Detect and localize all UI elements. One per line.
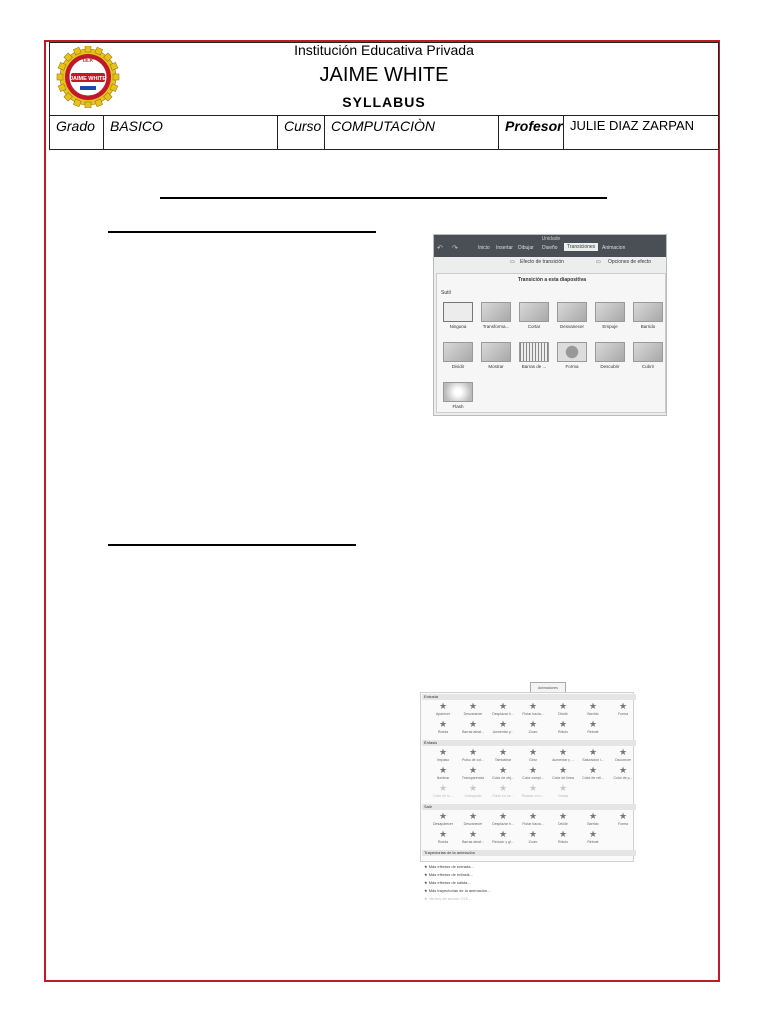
star-icon[interactable]: ★ [528,719,538,729]
transition-thumbnail[interactable] [443,302,473,322]
redo-icon[interactable]: ↷ [452,245,458,252]
transition-gallery [436,273,666,413]
animation-section-header: Énfasis [422,740,636,746]
transition-label: Ninguna [449,324,467,329]
star-icon[interactable]: ★ [468,747,478,757]
ribbon-tab[interactable]: Insertar [496,245,513,251]
grade-value: BASICO [104,116,278,149]
animation-section-header: Salir [422,804,636,810]
info-row [49,115,719,150]
star-icon[interactable]: ★ [618,747,628,757]
transition-label: Empuje [602,324,618,329]
animation-label: Desplazar h... [492,712,514,716]
animations-screenshot [420,682,636,902]
animation-label: Aparecer [435,712,451,716]
animation-label: Forma [617,712,629,716]
animation-label: Barrido [587,712,599,716]
animation-label: Zoom [528,840,538,844]
animation-label: Flash en ne... [492,794,514,798]
section-rule-2 [108,544,356,546]
star-icon[interactable]: ★ [438,811,448,821]
title-rule [160,197,607,199]
ribbon-bar [434,235,667,257]
logo-abbrev: I.E.P. [82,58,94,63]
animation-label: Flotar hacia... [522,822,544,826]
animation-label: Iluminar [436,776,450,780]
animation-label: Barrido [587,822,599,826]
star-icon[interactable]: ★ [468,719,478,729]
animation-label: Saturación i... [582,758,604,762]
animation-label: Subrayado [464,794,482,798]
animation-label: Realzar en n... [521,794,545,798]
transition-thumbnail[interactable] [519,302,549,322]
animation-label: Rebote [587,840,599,844]
star-icon[interactable]: ★ [528,765,538,775]
teacher-value: JULIE DIAZ ZARPAN [570,118,695,133]
section-rule-1 [108,231,376,233]
animation-label: Oscurecer [614,758,632,762]
star-icon[interactable]: ★ [528,829,538,839]
star-icon[interactable]: ★ [588,701,598,711]
star-icon[interactable]: ★ [558,811,568,821]
effect-options-button[interactable]: Opciones de efecto [608,259,652,265]
animation-label: Color de fu... [432,794,454,798]
animation-label: Pulso de col... [462,758,484,762]
transition-thumbnail[interactable] [557,302,587,322]
document-title: SYLLABUS [342,94,426,110]
star-icon[interactable]: ★ [468,783,478,793]
animation-label: Forma [617,822,629,826]
animation-label: Desplazar h... [492,822,514,826]
transition-label: Cubrir [641,364,655,369]
animation-label: Girar [529,758,537,762]
star-icon[interactable]: ★ [498,783,508,793]
transition-label: Desvanecer [559,324,584,329]
star-icon[interactable]: ★ [588,719,598,729]
star-icon[interactable]: ★ [528,747,538,757]
transition-thumbnail[interactable] [443,342,473,362]
more-effects-link[interactable]: ★ Más trayectorias de la animación... [424,888,491,893]
star-icon[interactable]: ★ [528,701,538,711]
animation-label: Tambalear [494,758,512,762]
animation-label: Color de rell... [582,776,604,780]
star-icon[interactable]: ★ [558,747,568,757]
undo-icon[interactable]: ↶ [437,245,443,252]
ribbon-tab[interactable]: Animacion [602,245,626,251]
transitions-screenshot [433,234,667,416]
animation-gallery [420,692,634,862]
star-icon[interactable]: ★ [438,783,448,793]
star-icon[interactable]: ★ [468,829,478,839]
animation-label: Aumentar y... [492,730,514,734]
effect-options-icon[interactable]: ▭ [596,259,601,265]
star-icon[interactable]: ★ [438,747,448,757]
logo-text: JAIME WHITE [69,76,107,82]
animation-label: Rótulo [557,840,569,844]
more-effects-link[interactable]: ★ Verbos de acción OLE... [424,896,472,901]
animation-label: Dividir [558,822,568,826]
window-title: Unidade [541,236,561,242]
animation-label: Color de obj... [492,776,514,780]
transition-thumbnail[interactable] [519,342,549,362]
transition-label: Cortar [527,324,541,329]
transition-thumbnail[interactable] [481,342,511,362]
star-icon[interactable]: ★ [558,829,568,839]
course-value: COMPUTACIÒN [325,116,499,149]
transition-label: Descubrir [600,364,620,369]
animation-section-header: Entrada [422,694,636,700]
star-icon[interactable]: ★ [438,765,448,775]
star-icon[interactable]: ★ [498,765,508,775]
star-icon[interactable]: ★ [618,765,628,775]
course-label: Curso [278,116,325,149]
transition-thumbnail[interactable] [633,342,663,362]
institution-name: Institución Educativa Privada [294,42,474,58]
star-icon[interactable]: ★ [498,701,508,711]
star-icon[interactable]: ★ [468,765,478,775]
transition-label: Flash [452,404,464,409]
star-icon[interactable]: ★ [558,701,568,711]
transition-effect-icon[interactable]: ▭ [510,259,515,265]
animation-label: Transparencia [461,776,485,780]
transition-effect-button[interactable]: Efecto de transición [520,259,564,265]
ribbon-tab[interactable]: Diseño [542,245,558,251]
transition-label: Barras de ... [521,364,547,369]
star-icon[interactable]: ★ [558,783,568,793]
animation-label: Zoom [528,730,538,734]
animation-label: Dividir [558,712,568,716]
animation-label: Aumentar y ... [552,758,574,762]
animation-label: Desvanecer [463,822,483,826]
more-effects-link[interactable]: ★ Más efectos de entrada... [424,864,474,869]
star-icon[interactable]: ★ [438,701,448,711]
ribbon-tabs [434,243,667,257]
star-icon[interactable]: ★ [528,811,538,821]
animation-label: Rueda [437,840,449,844]
teacher-label: Profesor [499,116,564,149]
animation-label: Rueda [437,730,449,734]
star-icon[interactable]: ★ [438,829,448,839]
more-effects-link[interactable]: ★ Más efectos de énfasis... [424,872,473,877]
animation-label: Barras aleat... [462,840,484,844]
animation-label: Desaparecer [432,822,454,826]
star-icon[interactable]: ★ [438,719,448,729]
animation-label: Rebote [587,730,599,734]
ribbon-tab[interactable]: Inicio [478,245,490,251]
animation-section-header: Trayectorias de la animación [422,850,636,856]
gallery-title: Transición a esta diapositiva [517,277,587,283]
transition-thumbnail[interactable] [595,302,625,322]
tab-animaciones[interactable]: Animaciones [530,682,566,693]
animation-label: Color compl... [522,776,544,780]
ribbon-tab[interactable]: Transiciones [564,243,598,251]
transition-label: Barrido [640,324,656,329]
star-icon[interactable]: ★ [558,765,568,775]
animation-label: Ondas [557,794,569,798]
animation-label: Impulso [436,758,450,762]
animation-label: Rótulo [557,730,569,734]
animation-label: Reducir y gi... [492,840,514,844]
ribbon-tab[interactable]: Dibujar [518,245,534,251]
transition-thumbnail[interactable] [633,302,663,322]
star-icon[interactable]: ★ [558,719,568,729]
star-icon[interactable]: ★ [498,747,508,757]
transition-label: Transforma... [482,324,510,329]
star-icon[interactable]: ★ [498,811,508,821]
transition-label: Mostrar [488,364,504,369]
section-sutil: Sutil [441,290,451,296]
animation-label: Color de p... [613,776,633,780]
star-icon[interactable]: ★ [468,811,478,821]
transition-label: Forma [565,364,579,369]
transition-thumbnail[interactable] [595,342,625,362]
animation-label: Desvanecer [463,712,483,716]
star-icon[interactable]: ★ [498,719,508,729]
star-icon[interactable]: ★ [528,783,538,793]
transition-thumbnail[interactable] [481,302,511,322]
transition-thumbnail[interactable] [557,342,587,362]
animation-label: Flotar hacia... [522,712,544,716]
more-effects-link[interactable]: ★ Más efectos de salida... [424,880,471,885]
transition-thumbnail[interactable] [443,382,473,402]
transition-label: Dividir [451,364,465,369]
star-icon[interactable]: ★ [588,747,598,757]
star-icon[interactable]: ★ [618,701,628,711]
star-icon[interactable]: ★ [468,701,478,711]
grade-label: Grado [50,116,104,149]
star-icon[interactable]: ★ [618,811,628,821]
animation-label: Barras aleat... [462,730,484,734]
animation-label: Color de línea [552,776,574,780]
star-icon[interactable]: ★ [588,765,598,775]
school-name: JAIME WHITE [319,64,449,86]
star-icon[interactable]: ★ [588,811,598,821]
star-icon[interactable]: ★ [498,829,508,839]
star-icon[interactable]: ★ [588,829,598,839]
